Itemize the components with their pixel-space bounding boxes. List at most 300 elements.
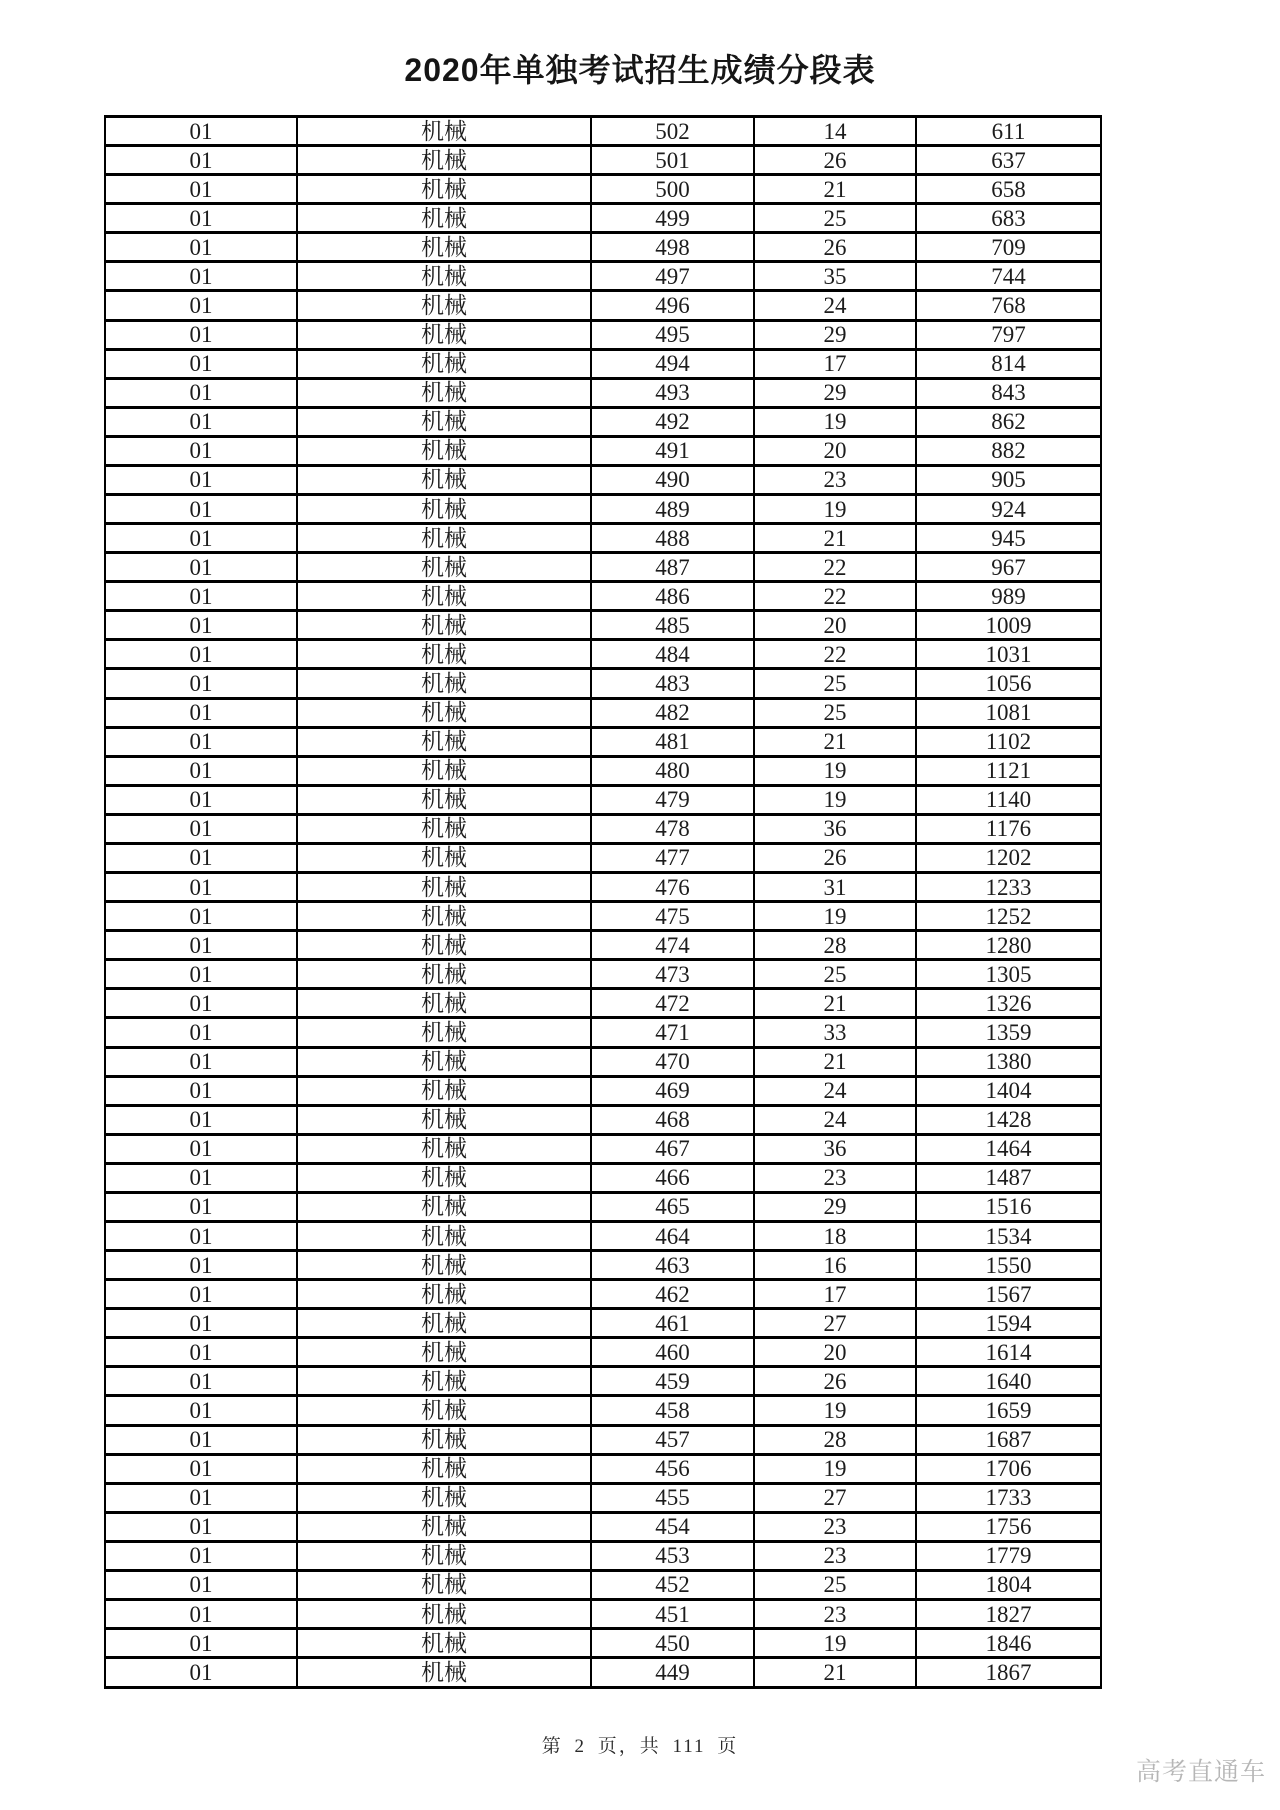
table-cell: 924	[916, 495, 1101, 524]
table-row	[105, 1251, 1101, 1280]
table-row	[105, 1454, 1101, 1483]
table-cell: 01	[105, 524, 297, 553]
table-cell: 1359	[916, 1018, 1101, 1047]
table-row	[105, 1309, 1101, 1338]
table-cell: 1121	[916, 756, 1101, 785]
table-cell: 机械	[297, 1367, 591, 1396]
table-cell: 17	[754, 349, 916, 378]
table-cell: 01	[105, 1454, 297, 1483]
table-cell: 01	[105, 175, 297, 204]
table-cell: 机械	[297, 1076, 591, 1105]
table-cell: 机械	[297, 1280, 591, 1309]
table-cell: 1659	[916, 1396, 1101, 1425]
table-cell: 机械	[297, 436, 591, 465]
table-cell: 21	[754, 1658, 916, 1688]
table-cell: 967	[916, 553, 1101, 582]
table-cell: 21	[754, 524, 916, 553]
table-cell: 452	[591, 1570, 754, 1599]
table-cell: 01	[105, 1338, 297, 1367]
table-row	[105, 785, 1101, 814]
table-cell: 1534	[916, 1221, 1101, 1250]
table-cell: 25	[754, 698, 916, 727]
table-row	[105, 756, 1101, 785]
table-cell: 814	[916, 349, 1101, 378]
table-cell: 495	[591, 320, 754, 349]
table-row	[105, 727, 1101, 756]
table-cell: 27	[754, 1309, 916, 1338]
table-row	[105, 175, 1101, 204]
table-cell: 22	[754, 640, 916, 669]
table-cell: 机械	[297, 233, 591, 262]
table-row	[105, 1163, 1101, 1192]
table-cell: 683	[916, 204, 1101, 233]
table-cell: 19	[754, 756, 916, 785]
table-cell: 机械	[297, 582, 591, 611]
table-cell: 471	[591, 1018, 754, 1047]
table-cell: 465	[591, 1192, 754, 1221]
table-cell: 1594	[916, 1309, 1101, 1338]
table-cell: 01	[105, 931, 297, 960]
table-cell: 33	[754, 1018, 916, 1047]
table-cell: 01	[105, 1367, 297, 1396]
table-cell: 469	[591, 1076, 754, 1105]
table-cell: 机械	[297, 1134, 591, 1163]
table-cell: 36	[754, 1134, 916, 1163]
table-row	[105, 320, 1101, 349]
table-cell: 01	[105, 1221, 297, 1250]
table-row	[105, 873, 1101, 902]
table-cell: 01	[105, 465, 297, 494]
table-cell: 01	[105, 262, 297, 291]
table-cell: 01	[105, 1163, 297, 1192]
table-cell: 1614	[916, 1338, 1101, 1367]
table-row	[105, 843, 1101, 872]
table-row	[105, 465, 1101, 494]
table-cell: 486	[591, 582, 754, 611]
table-row	[105, 902, 1101, 931]
table-row	[105, 1018, 1101, 1047]
table-cell: 488	[591, 524, 754, 553]
table-cell: 01	[105, 1570, 297, 1599]
table-cell: 机械	[297, 1163, 591, 1192]
table-cell: 01	[105, 873, 297, 902]
table-row	[105, 117, 1101, 146]
table-cell: 01	[105, 349, 297, 378]
table-row	[105, 1338, 1101, 1367]
table-cell: 456	[591, 1454, 754, 1483]
table-cell: 29	[754, 320, 916, 349]
table-cell: 机械	[297, 873, 591, 902]
table-cell: 机械	[297, 756, 591, 785]
table-cell: 1202	[916, 843, 1101, 872]
table-cell: 01	[105, 698, 297, 727]
table-cell: 机械	[297, 698, 591, 727]
table-cell: 01	[105, 436, 297, 465]
table-cell: 机械	[297, 1338, 591, 1367]
table-cell: 19	[754, 1629, 916, 1658]
table-cell: 机械	[297, 669, 591, 698]
table-cell: 479	[591, 785, 754, 814]
table-cell: 01	[105, 960, 297, 989]
table-cell: 23	[754, 1541, 916, 1570]
table-cell: 01	[105, 1280, 297, 1309]
table-cell: 744	[916, 262, 1101, 291]
table-row	[105, 436, 1101, 465]
table-cell: 机械	[297, 1454, 591, 1483]
page-title: 2020年单独考试招生成绩分段表	[404, 52, 876, 88]
table-cell: 01	[105, 146, 297, 175]
table-cell: 27	[754, 1483, 916, 1512]
score-table	[104, 115, 1102, 1689]
table-cell: 489	[591, 495, 754, 524]
table-cell: 01	[105, 1658, 297, 1688]
table-cell: 19	[754, 902, 916, 931]
table-cell: 01	[105, 727, 297, 756]
table-cell: 01	[105, 785, 297, 814]
table-cell: 1827	[916, 1599, 1101, 1628]
table-cell: 21	[754, 1047, 916, 1076]
table-cell: 24	[754, 1105, 916, 1134]
table-cell: 01	[105, 233, 297, 262]
table-cell: 459	[591, 1367, 754, 1396]
table-cell: 机械	[297, 1629, 591, 1658]
table-cell: 机械	[297, 785, 591, 814]
table-cell: 1056	[916, 669, 1101, 698]
table-cell: 机械	[297, 1018, 591, 1047]
table-cell: 490	[591, 465, 754, 494]
table-cell: 1252	[916, 902, 1101, 931]
table-cell: 449	[591, 1658, 754, 1688]
table-cell: 20	[754, 1338, 916, 1367]
table-row	[105, 1541, 1101, 1570]
table-cell: 451	[591, 1599, 754, 1628]
table-cell: 01	[105, 1483, 297, 1512]
table-cell: 454	[591, 1512, 754, 1541]
table-cell: 460	[591, 1338, 754, 1367]
table-cell: 01	[105, 843, 297, 872]
table-cell: 01	[105, 1396, 297, 1425]
table-cell: 机械	[297, 611, 591, 640]
table-cell: 1687	[916, 1425, 1101, 1454]
table-cell: 478	[591, 814, 754, 843]
table-row	[105, 1396, 1101, 1425]
table-cell: 1550	[916, 1251, 1101, 1280]
table-row	[105, 1658, 1101, 1688]
table-cell: 29	[754, 1192, 916, 1221]
table-cell: 19	[754, 1454, 916, 1483]
table-cell: 20	[754, 436, 916, 465]
table-cell: 24	[754, 291, 916, 320]
table-row	[105, 1483, 1101, 1512]
table-row	[105, 640, 1101, 669]
table-row	[105, 960, 1101, 989]
table-cell: 945	[916, 524, 1101, 553]
table-cell: 机械	[297, 1047, 591, 1076]
table-row	[105, 1425, 1101, 1454]
table-cell: 19	[754, 495, 916, 524]
table-cell: 机械	[297, 1599, 591, 1628]
table-cell: 14	[754, 117, 916, 146]
table-cell: 26	[754, 1367, 916, 1396]
table-cell: 1081	[916, 698, 1101, 727]
table-cell: 21	[754, 727, 916, 756]
table-cell: 1756	[916, 1512, 1101, 1541]
table-row	[105, 349, 1101, 378]
table-cell: 1567	[916, 1280, 1101, 1309]
table-cell: 01	[105, 902, 297, 931]
table-cell: 01	[105, 611, 297, 640]
table-cell: 机械	[297, 1105, 591, 1134]
table-cell: 475	[591, 902, 754, 931]
table-cell: 01	[105, 1105, 297, 1134]
table-cell: 474	[591, 931, 754, 960]
table-cell: 机械	[297, 175, 591, 204]
table-cell: 机械	[297, 349, 591, 378]
table-cell: 497	[591, 262, 754, 291]
table-cell: 1779	[916, 1541, 1101, 1570]
table-cell: 25	[754, 204, 916, 233]
table-row	[105, 1076, 1101, 1105]
table-cell: 17	[754, 1280, 916, 1309]
table-cell: 机械	[297, 1658, 591, 1688]
table-row	[105, 233, 1101, 262]
table-cell: 01	[105, 669, 297, 698]
table-cell: 461	[591, 1309, 754, 1338]
table-cell: 26	[754, 233, 916, 262]
table-row	[105, 553, 1101, 582]
table-row	[105, 524, 1101, 553]
table-cell: 1140	[916, 785, 1101, 814]
table-row	[105, 1221, 1101, 1250]
table-cell: 797	[916, 320, 1101, 349]
table-cell: 01	[105, 1599, 297, 1628]
table-cell: 20	[754, 611, 916, 640]
table-cell: 862	[916, 407, 1101, 436]
table-cell: 01	[105, 291, 297, 320]
table-cell: 26	[754, 146, 916, 175]
table-cell: 1280	[916, 931, 1101, 960]
table-cell: 25	[754, 669, 916, 698]
table-cell: 498	[591, 233, 754, 262]
table-cell: 01	[105, 378, 297, 407]
table-cell: 23	[754, 1512, 916, 1541]
table-cell: 01	[105, 1251, 297, 1280]
table-cell: 机械	[297, 495, 591, 524]
table-cell: 22	[754, 582, 916, 611]
table-cell: 455	[591, 1483, 754, 1512]
table-row	[105, 291, 1101, 320]
table-cell: 1009	[916, 611, 1101, 640]
table-cell: 机械	[297, 989, 591, 1018]
table-cell: 01	[105, 1018, 297, 1047]
table-cell: 机械	[297, 931, 591, 960]
table-cell: 29	[754, 378, 916, 407]
table-cell: 19	[754, 785, 916, 814]
table-cell: 843	[916, 378, 1101, 407]
table-cell: 458	[591, 1396, 754, 1425]
table-cell: 483	[591, 669, 754, 698]
table-row	[105, 989, 1101, 1018]
table-cell: 1102	[916, 727, 1101, 756]
table-cell: 01	[105, 1425, 297, 1454]
table-cell: 01	[105, 1541, 297, 1570]
table-cell: 机械	[297, 1192, 591, 1221]
table-cell: 机械	[297, 378, 591, 407]
table-row	[105, 495, 1101, 524]
table-row	[105, 204, 1101, 233]
table-row	[105, 407, 1101, 436]
table-cell: 463	[591, 1251, 754, 1280]
table-cell: 25	[754, 1570, 916, 1599]
table-cell: 21	[754, 175, 916, 204]
table-cell: 453	[591, 1541, 754, 1570]
table-cell: 01	[105, 814, 297, 843]
table-row	[105, 582, 1101, 611]
table-cell: 905	[916, 465, 1101, 494]
table-cell: 机械	[297, 1221, 591, 1250]
table-cell: 36	[754, 814, 916, 843]
table-cell: 25	[754, 960, 916, 989]
table-cell: 493	[591, 378, 754, 407]
table-cell: 23	[754, 1599, 916, 1628]
table-cell: 22	[754, 553, 916, 582]
table-cell: 01	[105, 320, 297, 349]
table-cell: 477	[591, 843, 754, 872]
table-cell: 484	[591, 640, 754, 669]
table-cell: 机械	[297, 291, 591, 320]
table-row	[105, 1599, 1101, 1628]
table-row	[105, 1367, 1101, 1396]
table-cell: 19	[754, 1396, 916, 1425]
table-cell: 01	[105, 1192, 297, 1221]
table-cell: 23	[754, 1163, 916, 1192]
table-cell: 01	[105, 553, 297, 582]
table-cell: 500	[591, 175, 754, 204]
table-cell: 487	[591, 553, 754, 582]
table-cell: 01	[105, 640, 297, 669]
table-cell: 492	[591, 407, 754, 436]
page-number: 第 2 页，共 111 页	[541, 1736, 739, 1757]
table-cell: 机械	[297, 465, 591, 494]
table-cell: 机械	[297, 553, 591, 582]
table-cell: 机械	[297, 640, 591, 669]
table-cell: 462	[591, 1280, 754, 1309]
table-cell: 637	[916, 146, 1101, 175]
table-row	[105, 146, 1101, 175]
table-cell: 26	[754, 843, 916, 872]
table-row	[105, 1047, 1101, 1076]
table-cell: 01	[105, 1629, 297, 1658]
table-cell: 机械	[297, 902, 591, 931]
table-cell: 机械	[297, 146, 591, 175]
table-cell: 01	[105, 1512, 297, 1541]
table-cell: 482	[591, 698, 754, 727]
table-cell: 457	[591, 1425, 754, 1454]
table-cell: 机械	[297, 727, 591, 756]
table-cell: 470	[591, 1047, 754, 1076]
table-cell: 468	[591, 1105, 754, 1134]
score-table-body	[105, 117, 1101, 1688]
table-cell: 机械	[297, 117, 591, 146]
table-cell: 499	[591, 204, 754, 233]
table-cell: 1305	[916, 960, 1101, 989]
table-cell: 01	[105, 1047, 297, 1076]
table-cell: 31	[754, 873, 916, 902]
table-cell: 01	[105, 407, 297, 436]
table-cell: 485	[591, 611, 754, 640]
table-cell: 28	[754, 931, 916, 960]
table-cell: 机械	[297, 1483, 591, 1512]
table-cell: 1516	[916, 1192, 1101, 1221]
table-cell: 01	[105, 117, 297, 146]
table-cell: 502	[591, 117, 754, 146]
table-cell: 01	[105, 495, 297, 524]
table-cell: 机械	[297, 262, 591, 291]
table-cell: 机械	[297, 320, 591, 349]
table-row	[105, 262, 1101, 291]
table-row	[105, 378, 1101, 407]
table-cell: 467	[591, 1134, 754, 1163]
table-cell: 768	[916, 291, 1101, 320]
table-cell: 1031	[916, 640, 1101, 669]
table-row	[105, 611, 1101, 640]
table-cell: 01	[105, 989, 297, 1018]
table-cell: 机械	[297, 1512, 591, 1541]
table-cell: 611	[916, 117, 1101, 146]
table-cell: 989	[916, 582, 1101, 611]
table-cell: 1804	[916, 1570, 1101, 1599]
table-cell: 01	[105, 1076, 297, 1105]
table-cell: 1867	[916, 1658, 1101, 1688]
table-cell: 01	[105, 582, 297, 611]
watermark-text: 高考直通车	[1136, 1758, 1267, 1786]
table-cell: 01	[105, 756, 297, 785]
table-cell: 28	[754, 1425, 916, 1454]
table-row	[105, 814, 1101, 843]
table-cell: 494	[591, 349, 754, 378]
table-row	[105, 1134, 1101, 1163]
table-cell: 19	[754, 407, 916, 436]
table-cell: 658	[916, 175, 1101, 204]
table-cell: 机械	[297, 1396, 591, 1425]
table-cell: 491	[591, 436, 754, 465]
table-cell: 23	[754, 465, 916, 494]
table-cell: 01	[105, 1134, 297, 1163]
table-row	[105, 1512, 1101, 1541]
table-cell: 450	[591, 1629, 754, 1658]
table-cell: 480	[591, 756, 754, 785]
table-cell: 1640	[916, 1367, 1101, 1396]
table-cell: 1846	[916, 1629, 1101, 1658]
table-cell: 1380	[916, 1047, 1101, 1076]
table-cell: 1464	[916, 1134, 1101, 1163]
table-cell: 1706	[916, 1454, 1101, 1483]
table-cell: 机械	[297, 407, 591, 436]
table-cell: 01	[105, 1309, 297, 1338]
table-cell: 476	[591, 873, 754, 902]
table-row	[105, 1192, 1101, 1221]
table-cell: 1404	[916, 1076, 1101, 1105]
table-cell: 501	[591, 146, 754, 175]
table-cell: 16	[754, 1251, 916, 1280]
table-cell: 1233	[916, 873, 1101, 902]
table-cell: 709	[916, 233, 1101, 262]
table-cell: 35	[754, 262, 916, 291]
table-cell: 21	[754, 989, 916, 1018]
table-cell: 466	[591, 1163, 754, 1192]
table-row	[105, 698, 1101, 727]
table-cell: 01	[105, 204, 297, 233]
